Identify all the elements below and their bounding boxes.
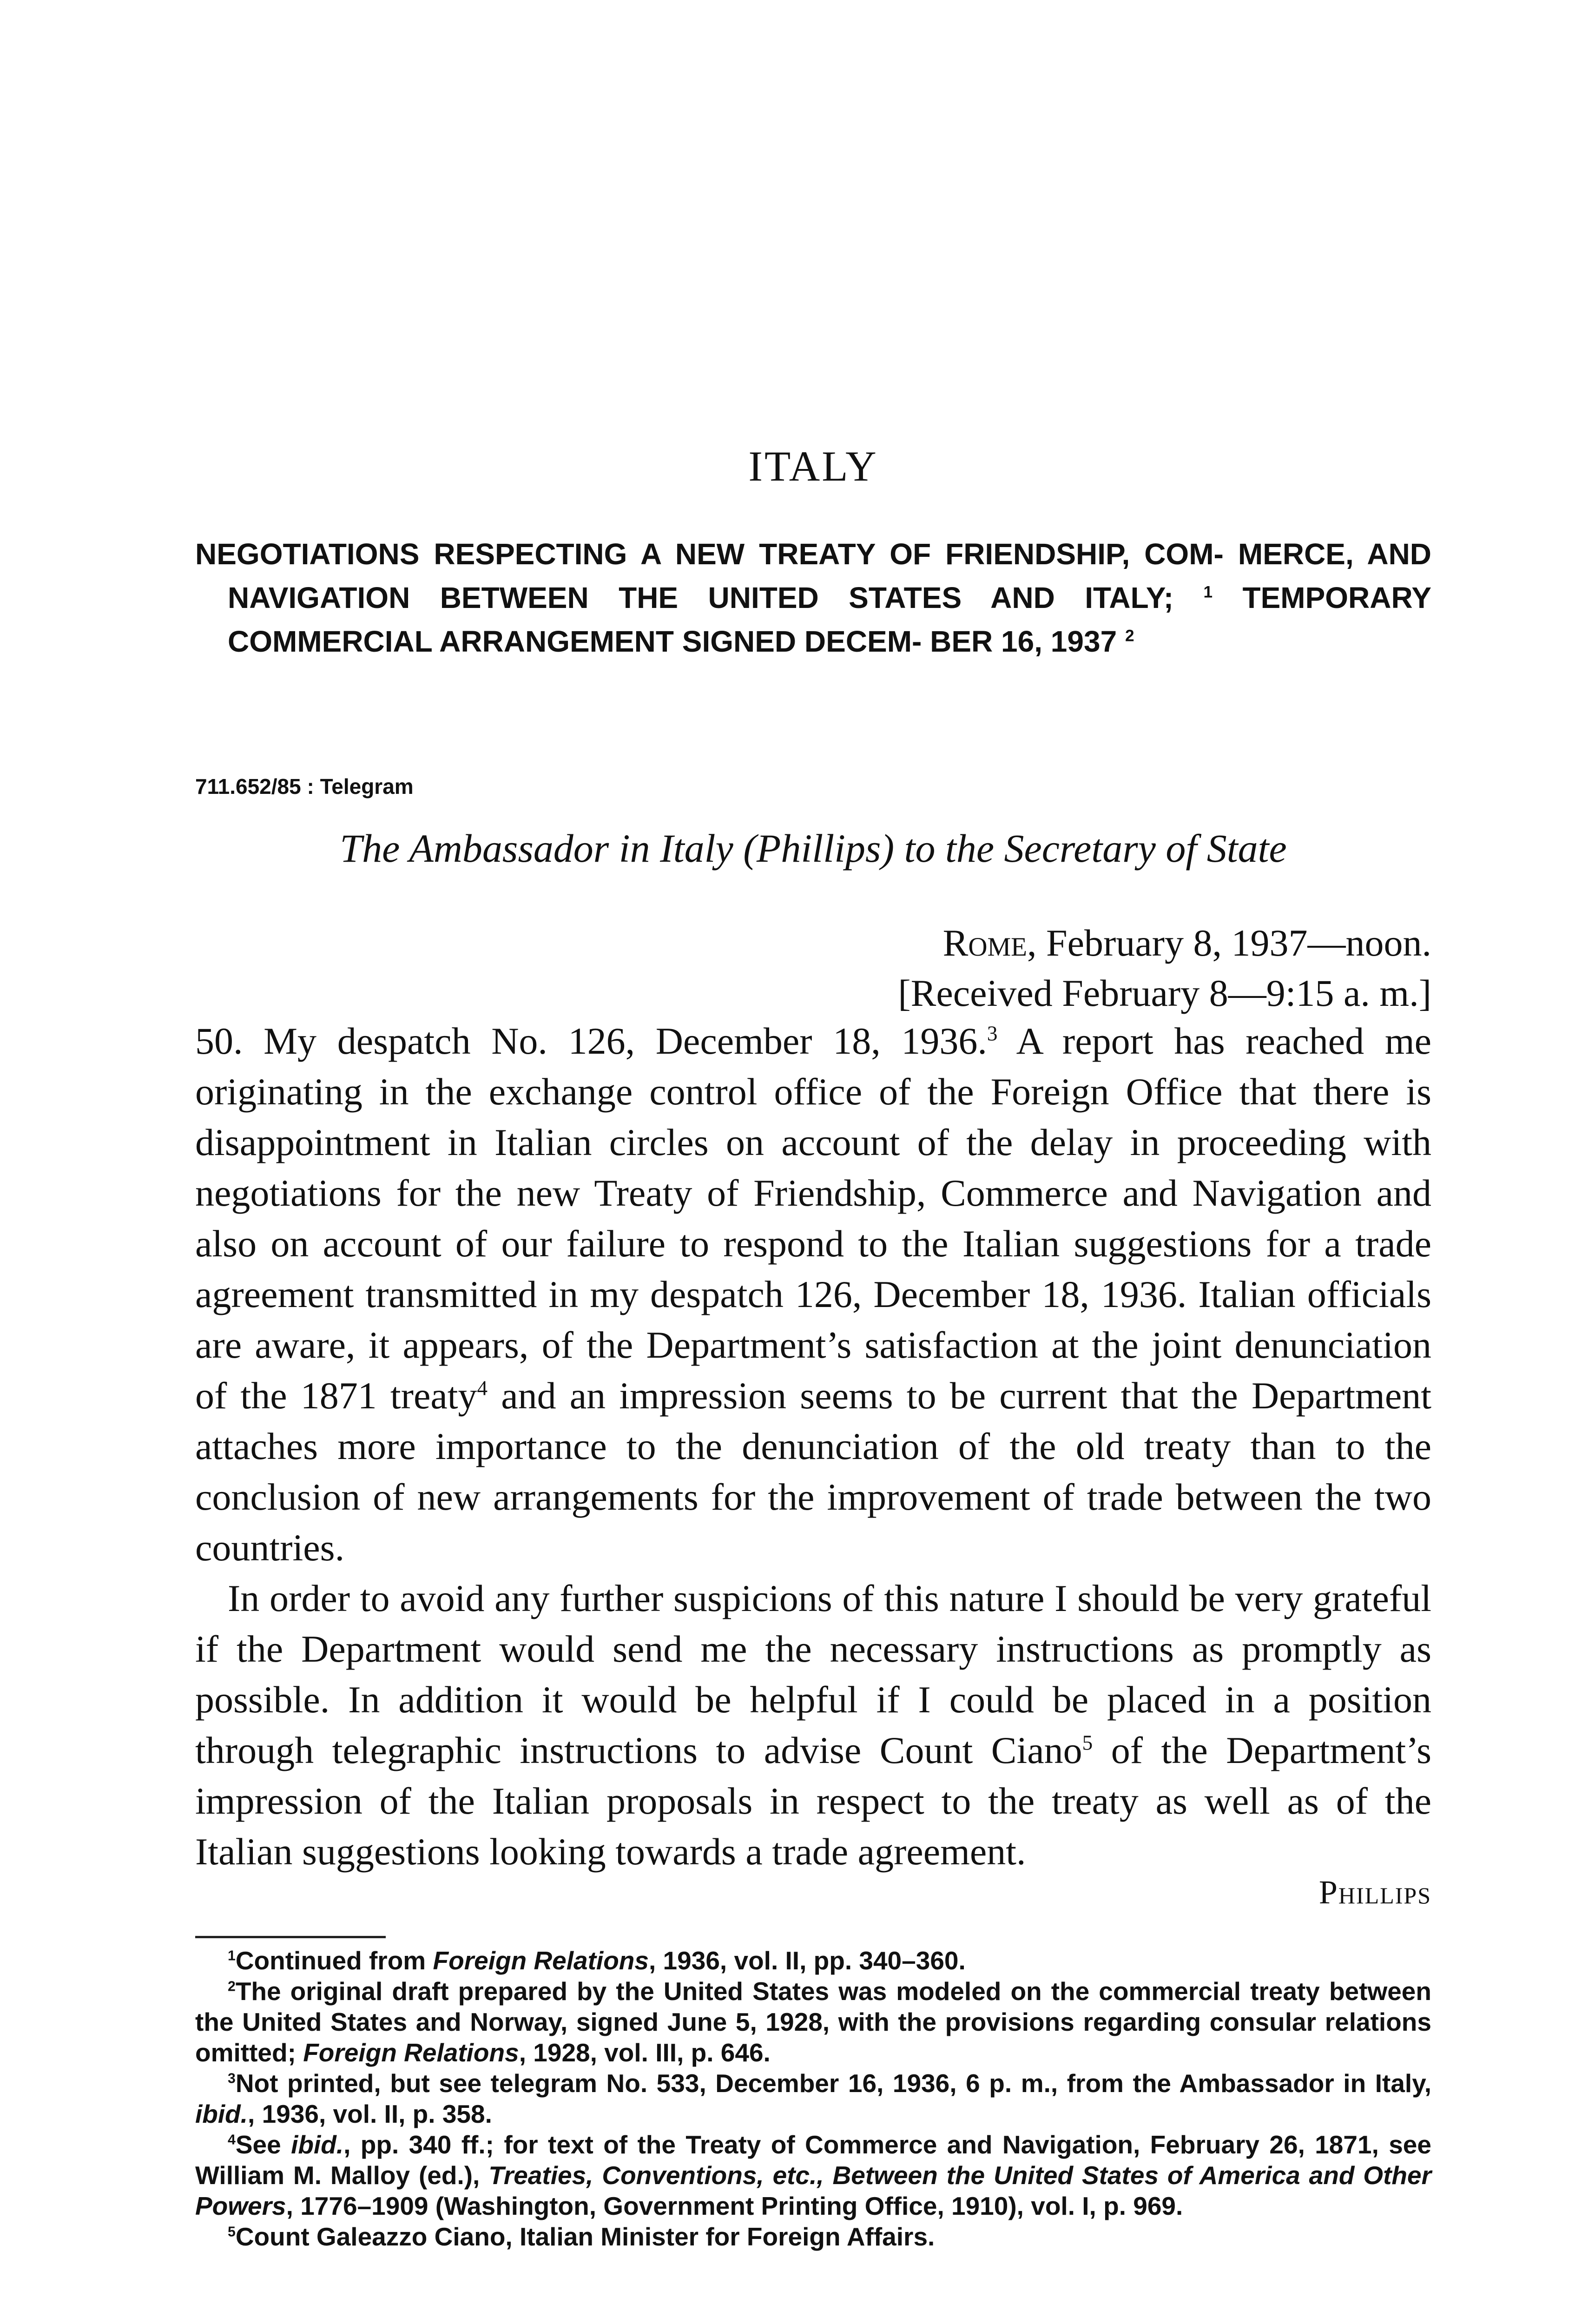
footnote-5 bbox=[195, 2221, 1431, 2252]
paragraph-2-end: of the Department’s impression of the Italian proposals in respect to the treaty as well as of the Italian suggestions looking towards a trade agreement. bbox=[195, 1729, 1431, 1873]
footnote-text: Count Galeazzo Ciano, Italian Minister for Foreign Affairs. bbox=[235, 2222, 935, 2251]
place-name: Rome bbox=[942, 922, 1027, 964]
footnote-text: , 1936, vol. II, pp. 340–360. bbox=[649, 1946, 966, 1975]
footnote-italic: Treaties, Conventions, etc., Between the United States of America and Other Powers bbox=[195, 2161, 1431, 2220]
heading-line-4: BER 16, 1937 bbox=[930, 625, 1125, 658]
footnote-4 bbox=[195, 2129, 1431, 2221]
footnote-ref-3: 3 bbox=[987, 1022, 998, 1045]
footnote-2 bbox=[195, 1976, 1431, 2068]
footnote-text: , pp. 340 ff.; for text of the Treaty of Commerce and Navigation, February 26, 1871, see William M. Malloy (ed.), bbox=[195, 2130, 1431, 2190]
footnote-number: 5 bbox=[228, 2224, 236, 2240]
footnote-text: , 1936, vol. II, p. 358. bbox=[248, 2100, 492, 2128]
dateline bbox=[898, 918, 1431, 1018]
footnote-divider bbox=[195, 1936, 386, 1938]
paragraph-1-start: 50. My despatch No. 126, December 18, 1936. bbox=[195, 1020, 987, 1062]
footnote-text: , 1776–1909 (Washington, Government Printing Office, 1910), vol. I, p. 969. bbox=[286, 2192, 1183, 2220]
footnote-ref-5: 5 bbox=[1082, 1731, 1093, 1755]
telegram-body bbox=[195, 1016, 1431, 1877]
paragraph-2 bbox=[195, 1573, 1431, 1877]
paragraph-2-start: In order to avoid any further suspicions of this nature I should be very grateful if the Department would send me the necessary instructions as promptly as possible. In addition it would be helpful if I could be placed in a position through telegraphic instructions to advise Count Ciano bbox=[195, 1577, 1431, 1771]
footnote-number: 2 bbox=[228, 1979, 236, 1994]
heading-line-1: NEGOTIATIONS RESPECTING A NEW TREATY OF FRIENDSHIP, COM- bbox=[195, 537, 1224, 571]
footnote-text: See bbox=[235, 2130, 291, 2159]
footnote-3 bbox=[195, 2068, 1431, 2129]
footnote-italic: ibid. bbox=[195, 2100, 248, 2128]
date-sent bbox=[898, 918, 1431, 968]
paragraph-1-end: and an impression seems to be current that the Department attaches more importance to the denunciation of the old treaty than to the conclusion of new arrangements for the improvement of trade between the two countries. bbox=[195, 1374, 1431, 1569]
section-heading bbox=[195, 532, 1431, 663]
heading-line-2: MERCE, AND NAVIGATION BETWEEN THE UNITED STATES AND bbox=[228, 537, 1432, 614]
footnote-ref-4: 4 bbox=[477, 1376, 488, 1400]
section-heading-line bbox=[195, 532, 1431, 663]
footnote-text: , 1928, vol. III, p. 646. bbox=[519, 2038, 771, 2067]
footnote-ref-1: 1 bbox=[1203, 583, 1213, 601]
heading-line-3a: ITALY; bbox=[1085, 581, 1204, 614]
signature: Phillips bbox=[1318, 1874, 1431, 1911]
footnote-number: 4 bbox=[228, 2132, 236, 2148]
footnote-text: The original draft prepared by the United States was modeled on the commercial treaty between the United States and Norway, signed June 5, 1928, with the provisions regarding consular relations omitted; bbox=[195, 1977, 1431, 2067]
heading-line-3b: TEMPORARY COMMERCIAL ARRANGEMENT SIGNED DECEM- bbox=[228, 581, 1432, 658]
document-page bbox=[195, 0, 1431, 2324]
date-received: [Received February 8—9:15 a. m.] bbox=[898, 972, 1431, 1014]
country-heading: ITALY bbox=[748, 442, 878, 490]
paragraph-1-middle: A report has reached me originating in the exchange control office of the Foreign Office that there is disappointment in Italian circles on account of the delay in proceeding with negotiations for the new Treaty of Friendship, Commerce and Navigation and also on account of our failure to respond to the Italian suggestions for a trade agreement transmitted in my despatch 126, December 18, 1936. Italian officials are aware, it appears, of the Department’s satisfaction at the joint denunciation of the 1871 treaty bbox=[195, 1020, 1431, 1417]
document-title: The Ambassador in Italy (Phillips) to the Secretary of State bbox=[340, 826, 1287, 871]
footnote-text: Not printed, but see telegram No. 533, December 16, 1936, 6 p. m., from the Ambassador in Italy, bbox=[235, 2069, 1431, 2098]
footnote-number: 3 bbox=[228, 2071, 236, 2086]
footnote-1 bbox=[195, 1945, 1431, 1976]
date-sent-text: , February 8, 1937—noon. bbox=[1027, 922, 1431, 964]
footnote-text: Continued from bbox=[235, 1946, 433, 1975]
footnotes bbox=[195, 1945, 1431, 2252]
footnote-number: 1 bbox=[228, 1948, 236, 1964]
footnote-italic: Foreign Relations bbox=[303, 2038, 519, 2067]
file-reference: 711.652/85 : Telegram bbox=[195, 774, 414, 799]
footnote-ref-2: 2 bbox=[1125, 627, 1134, 645]
footnote-italic: ibid. bbox=[291, 2130, 344, 2159]
footnote-italic: Foreign Relations bbox=[433, 1946, 649, 1975]
paragraph-1 bbox=[195, 1016, 1431, 1573]
